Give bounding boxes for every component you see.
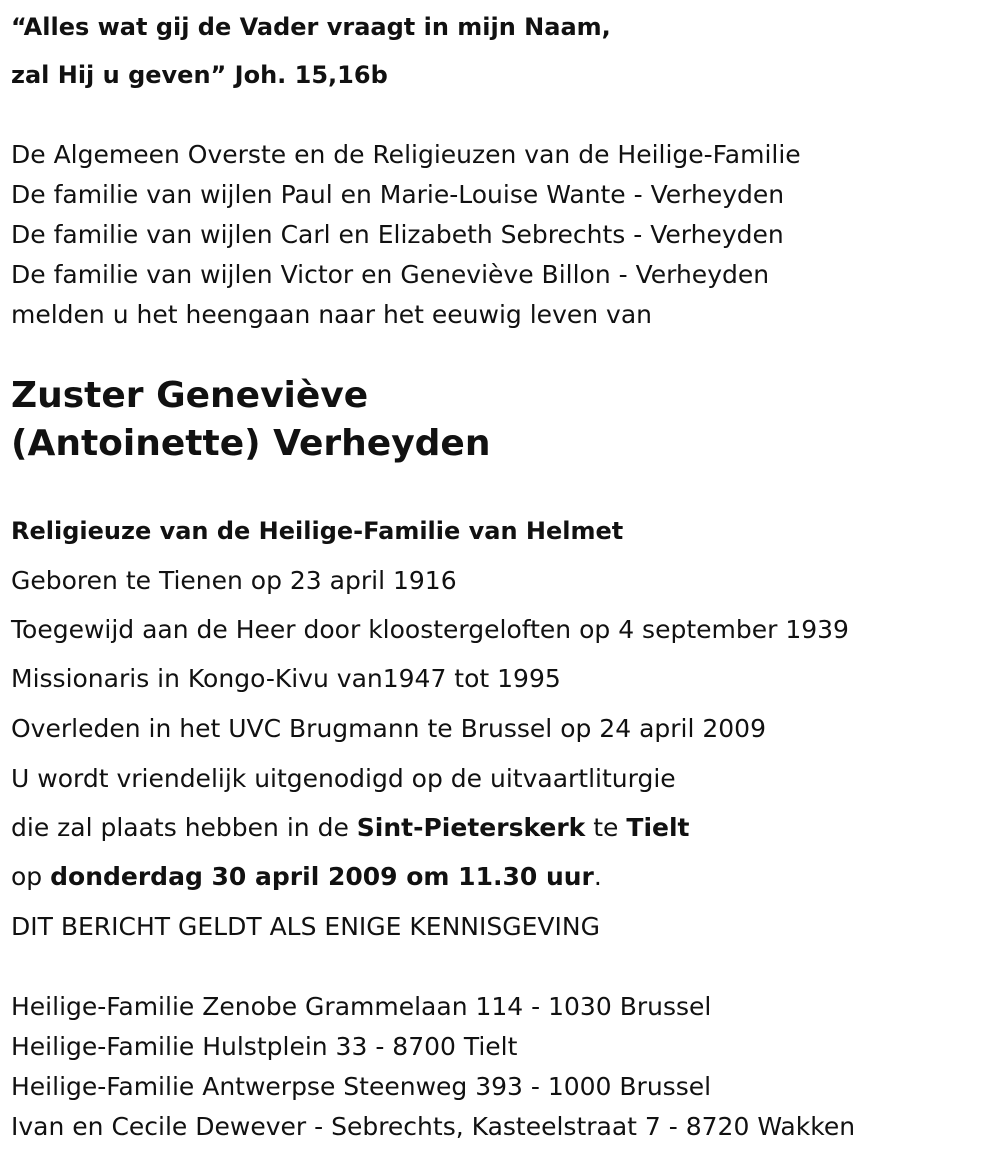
- address-line: Ivan en Cecile Dewever - Sebrechts, Kasteelstraat 7 - 8720 Wakken: [11, 1112, 856, 1141]
- announcer-line: De familie van wijlen Victor en Geneviève Billon - Verheyden: [11, 260, 770, 289]
- death-info: Overleden in het UVC Brugmann te Brussel op 24 april 2009: [11, 714, 766, 743]
- funeral-place-prefix: die zal plaats hebben in de: [11, 813, 357, 842]
- birth-info: Geboren te Tienen op 23 april 1916: [11, 566, 457, 595]
- mission-info: Missionaris in Kongo-Kivu van1947 tot 1995: [11, 664, 561, 693]
- announcer-line: De familie van wijlen Carl en Elizabeth Sebrechts - Verheyden: [11, 220, 784, 249]
- funeral-datetime: [11, 862, 602, 892]
- funeral-date: donderdag 30 april 2009 om 11.30 uur: [50, 862, 594, 891]
- address-line: Heilige-Familie Zenobe Grammelaan 114 - 1030 Brussel: [11, 992, 712, 1021]
- deceased-name-line-1: Zuster Geneviève: [11, 375, 369, 416]
- funeral-invitation: U wordt vriendelijk uitgenodigd op de uitvaartliturgie: [11, 764, 676, 793]
- address-line: Heilige-Familie Antwerpse Steenweg 393 - 1000 Brussel: [11, 1072, 712, 1101]
- church-name: Sint-Pieterskerk: [356, 813, 586, 842]
- announcer-line: De familie van wijlen Paul en Marie-Louise Wante - Verheyden: [11, 180, 785, 209]
- announcer-line: melden u het heengaan naar het eeuwig leven van: [11, 300, 652, 329]
- sole-notice: DIT BERICHT GELDT ALS ENIGE KENNISGEVING: [11, 912, 600, 941]
- address-line: Heilige-Familie Hulstplein 33 - 8700 Tielt: [11, 1032, 518, 1061]
- town-name: Tielt: [626, 813, 690, 842]
- funeral-place-connector: te: [585, 813, 627, 842]
- funeral-date-suffix: .: [593, 862, 602, 891]
- announcer-line: De Algemeen Overste en de Religieuzen van de Heilige-Familie: [11, 140, 801, 169]
- bible-quote-line-1: “Alles wat gij de Vader vraagt in mijn Naam,: [11, 13, 611, 41]
- deceased-name-line-2: (Antoinette) Verheyden: [11, 423, 491, 464]
- bible-quote-line-2: zal Hij u geven” Joh. 15,16b: [11, 61, 388, 89]
- religious-order: Religieuze van de Heilige-Familie van Helmet: [11, 517, 624, 545]
- funeral-place: [11, 813, 690, 843]
- vows-info: Toegewijd aan de Heer door kloostergeloften op 4 september 1939: [11, 615, 849, 644]
- funeral-date-prefix: op: [11, 862, 51, 891]
